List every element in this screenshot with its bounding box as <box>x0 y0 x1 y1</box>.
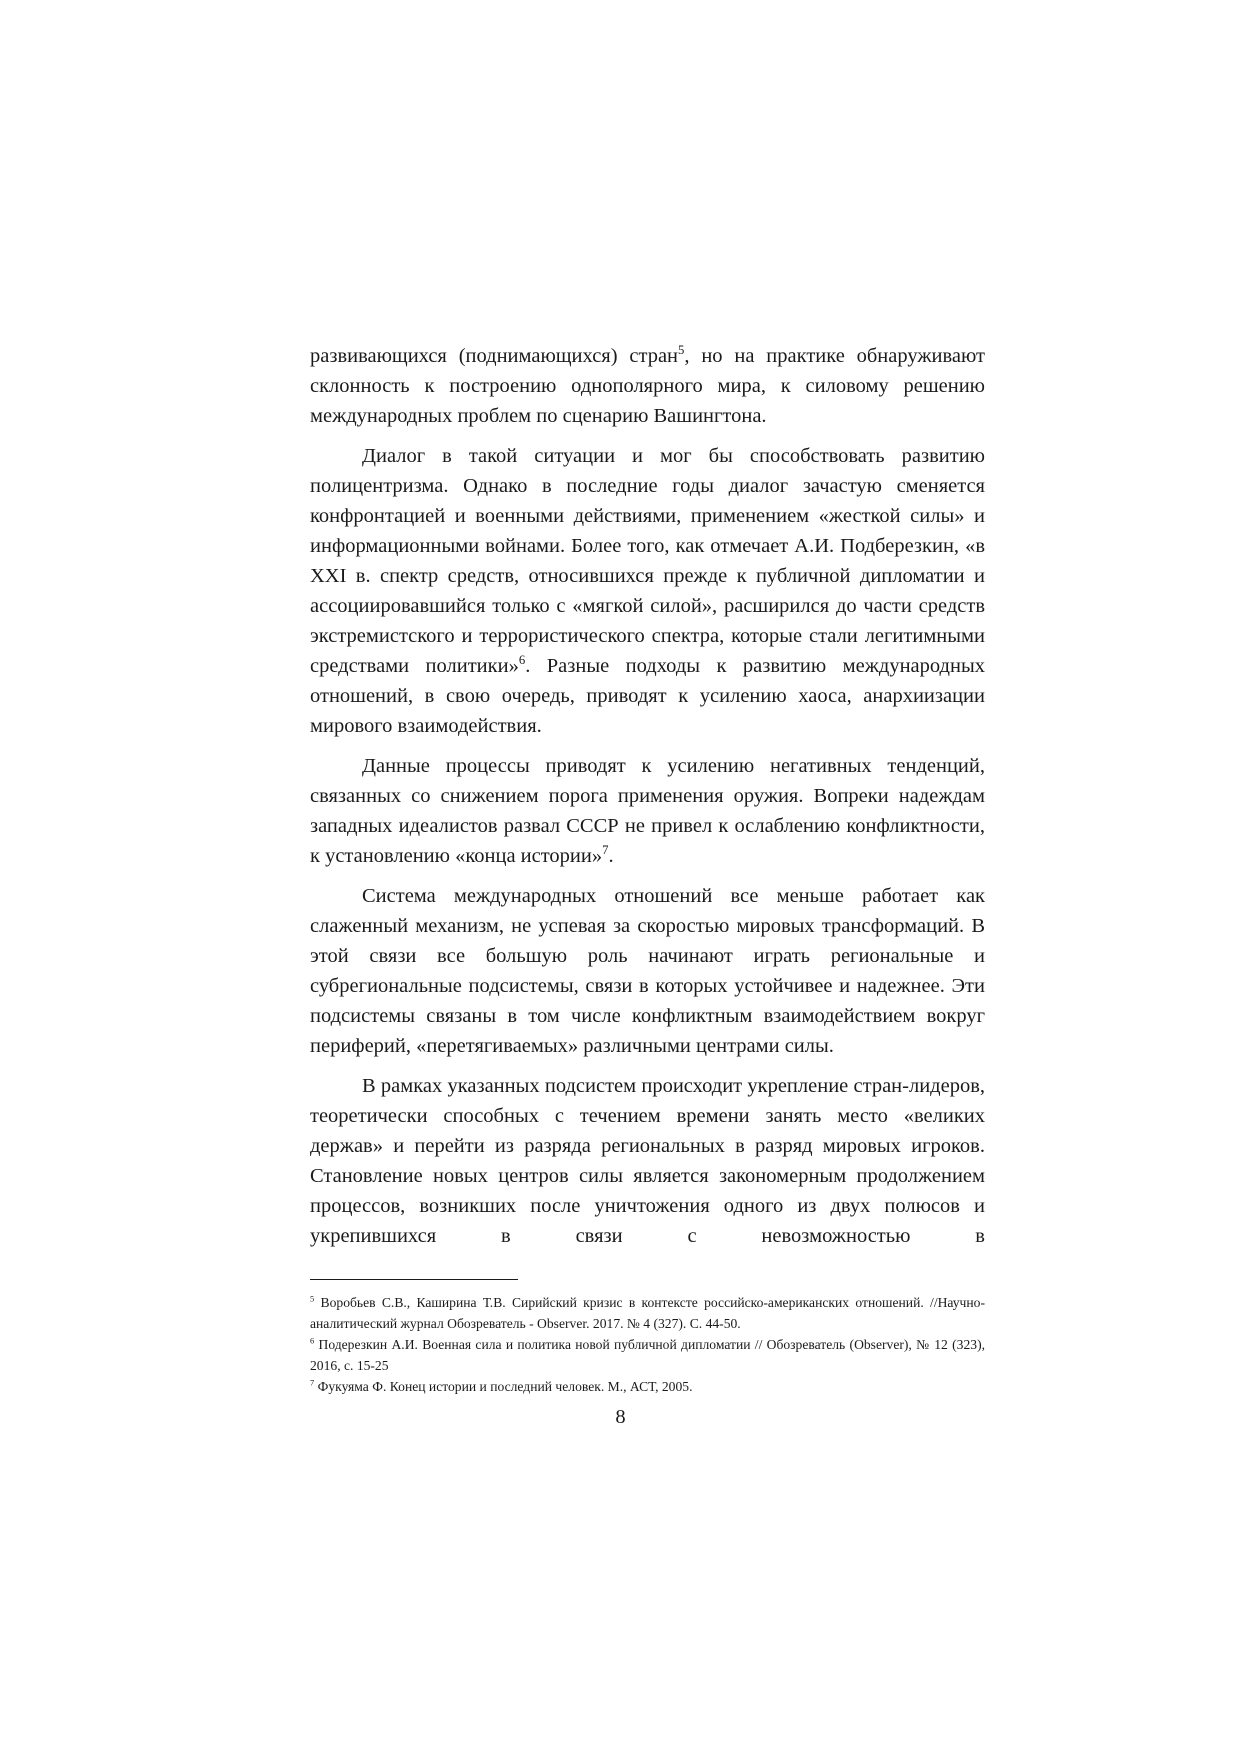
paragraph-3-text-b: . <box>608 845 614 867</box>
paragraph-3-text-a: Данные процессы приводят к усилению негативных тенденций, связанных со снижением порога применения оружия. Вопреки надеждам западных идеалистов развал СССР не привел к ослаблению конфликтности, к установлению «конца истории» <box>310 755 985 867</box>
paragraph-4: Система международных отношений все меньше работает как слаженный механизм, не успевая за скоростью мировых трансформаций. В этой связи все большую роль начинают играть региональные и субрегиональные подсистемы, связи в которых устойчивее и надежнее. Эти подсистемы связаны в том числе конфликтным взаимодействием вокруг периферий, «перетягиваемых» различными центрами силы. <box>310 885 985 1057</box>
footnote-divider <box>310 1279 518 1280</box>
footnote-ref-7[interactable]: 7 <box>602 842 609 857</box>
footnotes <box>310 1279 985 1397</box>
paragraph-3 <box>310 751 985 871</box>
footnote-6 <box>310 1334 985 1376</box>
paragraph-1-text-b: , но на практике обнаруживают склонность к построению однополярного мира, к силовому решению международных проблем по сценарию Вашингтона. <box>310 345 985 427</box>
footnote-text: Воробьев С.В., Каширина Т.В. Сирийский кризис в контексте российско-американских отношений. //Научно-аналитический журнал Обозреватель - Observer. 2017. № 4 (327). С. 44-50. <box>310 1295 985 1331</box>
footnote-text: Подерезкин А.И. Военная сила и политика новой публичной дипломатии // Обозреватель (Observer), № 12 (323), 2016, с. 15-25 <box>310 1337 985 1373</box>
footnote-number: 6 <box>310 1335 315 1346</box>
main-text <box>310 341 985 1251</box>
footnote-7 <box>310 1376 985 1397</box>
paragraph-5: В рамках указанных подсистем происходит укрепление стран-лидеров, теоретически способных с течением времени занять место «великих держав» и перейти из разряда региональных в разряд мировых игроков. Становление новых центров силы является закономерным продолжением процессов, возникших после уничтожения одного из двух полюсов и укрепившихся в связи с невозможностью в <box>310 1075 985 1247</box>
paragraph-1-text-a: развивающихся (поднимающихся) стран <box>310 345 679 367</box>
paragraph-1 <box>310 341 985 431</box>
footnote-text: Фукуяма Ф. Конец истории и последний человек. М., АСТ, 2005. <box>314 1379 693 1394</box>
footnote-ref-6[interactable]: 6 <box>518 652 526 667</box>
footnote-ref-5[interactable]: 5 <box>678 342 685 357</box>
paragraph-2-text-a: Диалог в такой ситуации и мог бы способствовать развитию полицентризма. Однако в последние годы диалог зачастую сменяется конфронтацией и военными действиями, применением «жесткой силы» и информационными войнами. Более того, как отмечает А.И. Подберезкин, «в XXI в. спектр средств, относившихся прежде к публичной дипломатии и ассоциировавшийся только с «мягкой силой», расширился до части средств экстремистского и террористического спектра, которые стали легитимными средствами политики» <box>310 445 985 677</box>
paragraph-2 <box>310 441 985 741</box>
paragraph-2-text-b: . Разные подходы к развитию международных отношений, в свою очередь, приводят к усилению хаоса, анархиизации мирового взаимодействия. <box>310 655 985 737</box>
footnote-number: 5 <box>310 1293 315 1304</box>
footnote-5 <box>310 1292 985 1334</box>
page-number: 8 <box>615 1406 626 1428</box>
footnote-number: 7 <box>310 1377 315 1388</box>
